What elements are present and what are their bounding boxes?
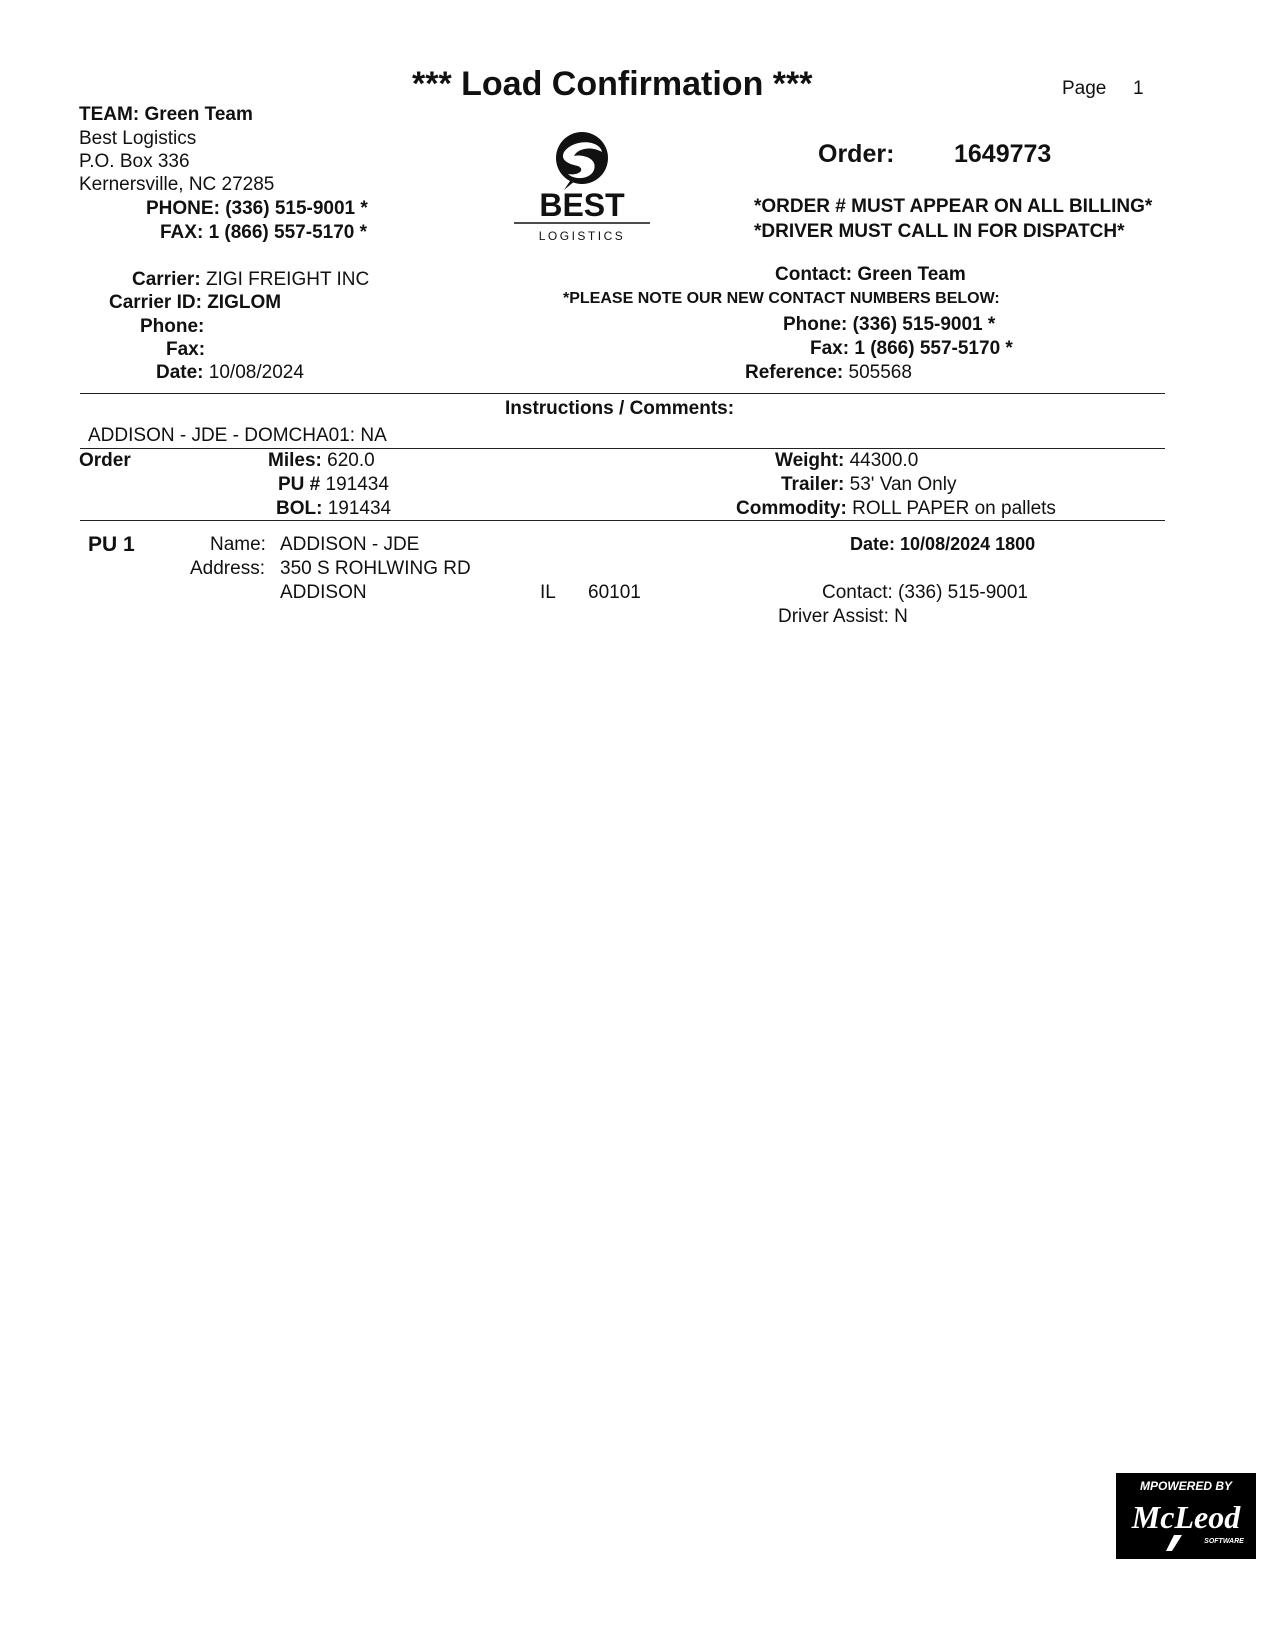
miles-line [268,450,375,472]
company-phone-value: (336) 515-9001 * [225,198,368,219]
company-phone [146,198,368,220]
contact-fax-line [810,338,1013,360]
contact-line [775,264,966,286]
pu-number-label: PU # [278,474,321,495]
trailer-label: Trailer: [781,474,845,495]
pickup-contact-line [822,582,1028,604]
commodity-line [736,498,1056,520]
pickup-name-value: ADDISON - JDE [280,534,420,555]
carrier-fax-line [166,339,205,361]
carrier-date-line [156,362,304,384]
pickup-date-label: Date: [850,534,896,554]
badge-line1: MPOWERED BY [1139,1479,1233,1493]
company-fax-label: FAX: [160,222,204,243]
carrier-value: ZIGI FREIGHT INC [205,269,370,290]
order-label: Order: [818,140,895,168]
commodity-value: ROLL PAPER on pallets [852,498,1056,519]
company-fax-value: 1 (866) 557-5170 * [208,222,368,243]
contact-fax-value: 1 (866) 557-5170 * [854,338,1013,359]
instructions-text: ADDISON - JDE - DOMCHA01: NA [88,425,387,446]
document-title: *** Load Confirmation *** [412,65,813,103]
carrier-id-value: ZIGLOM [207,292,282,313]
carrier-fax-label: Fax: [166,339,206,360]
pickup-contact-label: Contact: [822,582,893,603]
miles-value: 620.0 [327,450,375,471]
pickup-contact-value: (336) 515-9001 [898,582,1028,603]
commodity-label: Commodity: [736,498,847,519]
pickup-date-value: 10/08/2024 1800 [900,534,1036,554]
badge-brand: McLeod [1131,1499,1241,1535]
contact-fax-label: Fax: [810,338,850,359]
team-value: Green Team [144,104,253,125]
company-phone-label: PHONE: [146,198,220,219]
carrier-label: Carrier: [132,269,201,290]
contact-phone-value: (336) 515-9001 * [852,314,996,335]
carrier-phone-line [140,316,204,338]
contact-label: Contact: [775,264,853,285]
miles-label: Miles: [268,450,322,471]
pickup-state: IL [540,582,556,603]
carrier-id-label: Carrier ID: [109,292,202,313]
carrier-date-label: Date: [156,362,204,383]
pu-number-value: 191434 [325,474,389,495]
pickup-address-value: 350 S ROHLWING RD [280,558,471,579]
page-label: Page [1062,78,1107,99]
company-po-box: P.O. Box 336 [79,151,190,172]
carrier-line [132,269,369,291]
reference-line [745,362,912,384]
company-name: Best Logistics [79,128,197,149]
contact-value: Green Team [857,264,966,285]
bol-value: 191434 [327,498,392,519]
driver-assist-line [778,606,908,628]
order-number: 1649773 [954,140,1052,168]
bol-label: BOL: [276,498,323,519]
swirl-logo-icon [512,130,652,250]
reference-label: Reference: [745,362,844,383]
company-city-state-zip: Kernersville, NC 27285 [79,174,275,195]
contact-note: *PLEASE NOTE OUR NEW CONTACT NUMBERS BELOW: [563,290,1000,307]
carrier-phone-label: Phone: [140,316,205,337]
pickup-stop-label: PU 1 [88,533,135,556]
order-section-label: Order [79,450,131,471]
weight-label: Weight: [775,450,845,471]
badge-sub: SOFTWARE [1204,1538,1244,1545]
pickup-address-label: Address: [190,558,265,579]
pickup-date-line [850,534,1035,555]
company-fax [160,222,367,244]
contact-phone-line [783,314,995,336]
instructions-heading: Instructions / Comments: [505,398,735,419]
carrier-id-line [109,292,281,314]
trailer-value: 53' Van Only [849,474,957,495]
bol-line [276,498,391,520]
mcleod-badge [1116,1473,1256,1559]
divider-line [80,520,1165,521]
carrier-date-value: 10/08/2024 [208,362,304,383]
dispatch-notice: *DRIVER MUST CALL IN FOR DISPATCH* [754,221,1125,242]
pickup-name-label: Name: [210,534,266,555]
pickup-zip: 60101 [588,582,641,603]
team-label: TEAM: [79,104,140,125]
divider-line [80,393,1165,394]
weight-line [775,450,918,472]
driver-assist-label: Driver Assist: [778,606,889,627]
pu-number-line [278,474,389,496]
page-number: 1 [1133,78,1144,99]
pickup-city: ADDISON [280,582,367,603]
logo-word: BEST [539,187,625,223]
trailer-line [781,474,956,496]
weight-value: 44300.0 [849,450,919,471]
mcleod-logo-icon [1116,1473,1256,1559]
billing-notice: *ORDER # MUST APPEAR ON ALL BILLING* [754,196,1153,217]
contact-phone-label: Phone: [783,314,848,335]
driver-assist-value: N [894,606,908,627]
divider-line [80,448,1165,449]
team-line [79,104,253,126]
best-logistics-logo [512,130,652,250]
reference-value: 505568 [848,362,912,383]
logo-sub: LOGISTICS [538,229,626,243]
